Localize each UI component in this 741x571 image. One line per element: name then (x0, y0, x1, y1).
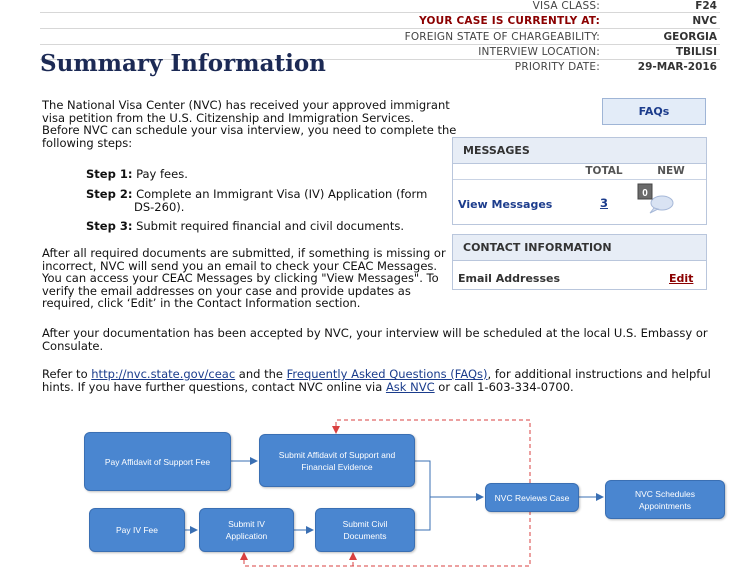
box-label: Documents (343, 531, 387, 541)
submit-iv-application-box (199, 508, 294, 552)
box-label: Pay Affidavit of Support Fee (104, 456, 211, 467)
refer-text: Refer to (42, 367, 92, 381)
ceac-link[interactable]: http://nvc.state.gov/ceac (91, 367, 236, 381)
intro-line: Before NVC can schedule your visa interview, you need to complete the (42, 123, 457, 137)
view-messages-link[interactable]: View Messages (458, 198, 553, 211)
step-label: Step 1: (86, 167, 133, 181)
pay-iv-fee-box (89, 508, 185, 552)
email-addresses-label: Email Addresses (458, 272, 561, 285)
para-line: required, click ‘Edit’ in the Contact Information section. (42, 296, 361, 310)
refer-paragraph (42, 368, 722, 393)
box-label: Submit Civil (342, 519, 388, 529)
para-line: You can access your CEAC Messages by clicking "View Messages". To (42, 271, 439, 285)
edit-contact-link[interactable]: Edit (669, 272, 694, 285)
messages-column-header (453, 164, 706, 180)
messages-header: MESSAGES (453, 138, 706, 164)
priority-date-value: 29-MAR-2016 (637, 61, 717, 73)
new-message-bubble-icon[interactable] (636, 182, 676, 214)
submit-affidavit-box (259, 434, 415, 487)
intro-paragraph (42, 99, 456, 149)
ask-nvc-link[interactable]: Ask NVC (385, 379, 435, 394)
intro-line: The National Visa Center (NVC) has received your approved immigrant (42, 98, 450, 112)
para-line: incorrect, NVC will send you an email to check your CEAC Messages. (42, 258, 438, 273)
intro-line: following steps: (42, 135, 133, 150)
step-label: Step 3: (86, 219, 133, 233)
page-title: Summary Information (40, 50, 326, 77)
step-text: Submit required financial and civil documents. (136, 219, 404, 233)
new-count: 0 (642, 188, 648, 199)
refer-text: and the (235, 367, 287, 381)
priority-date-label: PRIORITY DATE: (514, 61, 600, 73)
box-label: Financial Evidence (301, 461, 373, 472)
refer-text: or call 1-603-334-0700. (434, 379, 574, 394)
refer-text: hints. If you have further questions, contact NVC online via (42, 379, 386, 394)
contact-panel (452, 234, 707, 290)
faqs-link[interactable]: Frequently Asked Questions (FAQs) (286, 367, 488, 381)
para-line: After your documentation has been accepted by NVC, your interview will be scheduled at the local U.S. Embassy or (42, 326, 708, 340)
box-label: Appointments (639, 500, 691, 511)
merge-connector (415, 461, 430, 530)
case-location-label: YOUR CASE IS CURRENTLY AT: (419, 15, 600, 27)
total-messages-count[interactable]: 3 (599, 196, 608, 210)
chargeability-label: FOREIGN STATE OF CHARGEABILITY: (404, 31, 600, 43)
faqs-button[interactable]: FAQs (602, 98, 706, 125)
step-2 (86, 188, 427, 213)
box-label: Application (225, 531, 268, 541)
submit-civil-documents-box (315, 508, 415, 552)
total-column-label: TOTAL (585, 165, 623, 177)
ceac-messages-paragraph (42, 247, 446, 310)
step-3 (86, 220, 404, 233)
box-label: NVC Reviews Case (494, 492, 570, 503)
chargeability-value: GEORGIA (663, 31, 717, 43)
step-text-cont: DS-260). (134, 199, 185, 214)
nvc-reviews-case-box (485, 483, 579, 512)
para-line: Consulate. (42, 338, 104, 353)
new-column-label: NEW (657, 165, 685, 177)
para-line: After all required documents are submitted, if something is missing or (42, 246, 446, 260)
box-label: Submit IV (228, 519, 265, 529)
row-divider (40, 12, 720, 13)
intro-line: visa petition from the U.S. Citizenship and Immigration Services. (42, 110, 415, 125)
interview-location-label: INTERVIEW LOCATION: (478, 46, 600, 58)
box-label: NVC Schedules (634, 488, 695, 499)
step-text: Pay fees. (136, 167, 188, 181)
para-line: verify the email addresses on your case and provide updates as (42, 283, 411, 298)
pay-affidavit-fee-box (84, 432, 231, 491)
contact-header: CONTACT INFORMATION (453, 235, 706, 261)
interview-location-value: TBILISI (675, 46, 717, 58)
refer-text: , for additional instructions and helpful (487, 367, 711, 381)
process-flowchart (0, 405, 741, 571)
visa-class-value: F24 (695, 0, 717, 12)
step-label: Step 2: (86, 187, 133, 201)
nvc-schedules-box (605, 480, 725, 519)
box-label: Pay IV Fee (115, 525, 159, 535)
step-text: Complete an Immigrant Visa (IV) Application (form (136, 187, 428, 201)
box-label: Submit Affidavit of Support and (278, 449, 396, 460)
interview-paragraph (42, 327, 708, 352)
step-1 (86, 168, 188, 181)
row-divider (40, 28, 720, 29)
row-divider (40, 44, 720, 45)
visa-class-label: VISA CLASS: (532, 0, 600, 12)
case-location-value: NVC (692, 15, 717, 27)
messages-panel (452, 137, 707, 225)
